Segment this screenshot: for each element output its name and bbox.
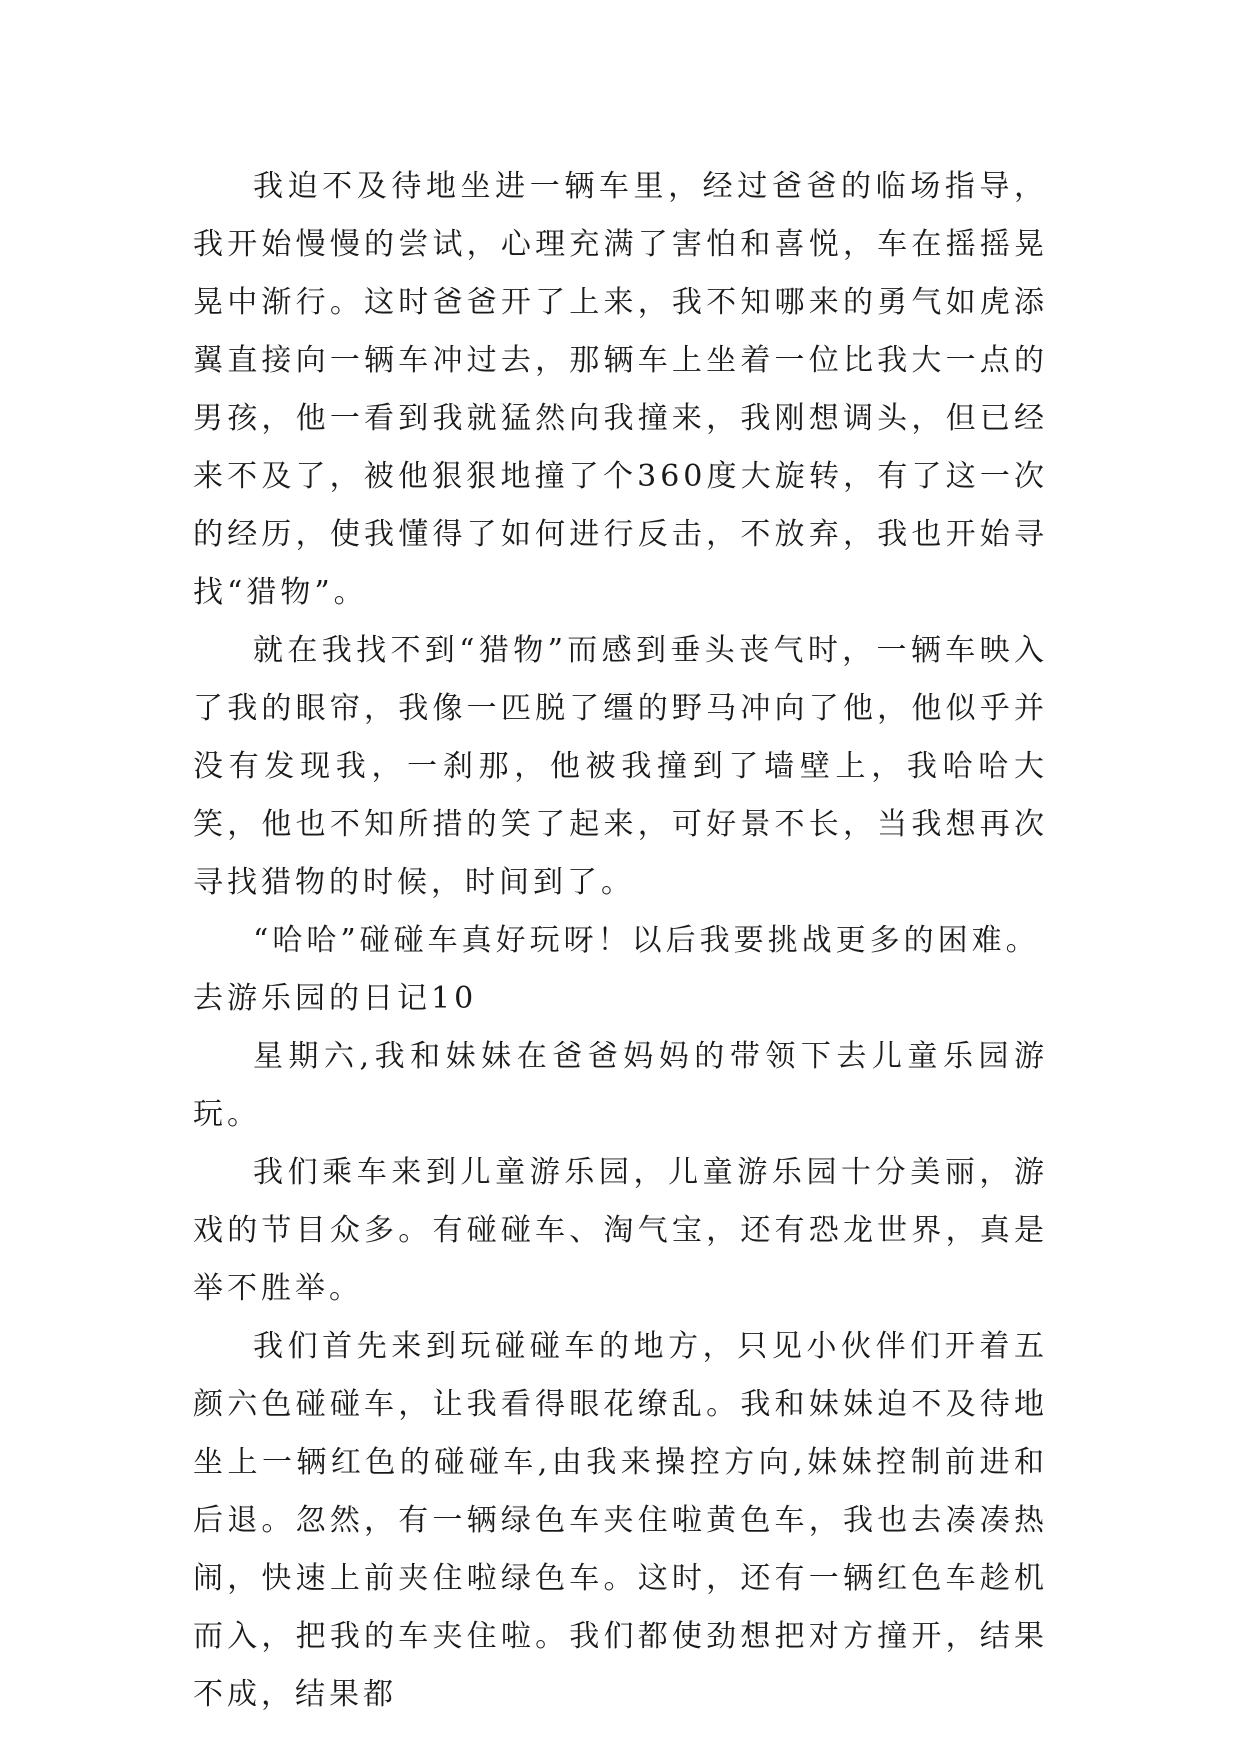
paragraph-haha: “哈哈”碰碰车真好玩呀！以后我要挑战更多的困难。 (253, 923, 1040, 958)
paragraph-arrive-park: 我们乘车来到儿童游乐园，儿童游乐园十分美丽，游戏的节目众多。有碰碰车、淘气宝，还有恐龙世界，真是举不胜举。 (193, 1155, 1048, 1306)
paragraph-saturday: 星期六,我和妹妹在爸爸妈妈的带领下去儿童乐园游玩。 (193, 1039, 1048, 1132)
document-body (193, 158, 1048, 1724)
paragraph-bumper-car-start: 我迫不及待地坐进一辆车里，经过爸爸的临场指导，我开始慢慢的尝试，心理充满了害怕和喜悦，车在摇摇晃晃中渐行。这时爸爸开了上来，我不知哪来的勇气如虎添翼直接向一辆车冲过去，那辆车上坐着一位比我大一点的男孩，他一看到我就猛然向我撞来，我刚想调头，但已经来不及了，被他狠狠地撞了个360度大旋转，有了这一次的经历，使我懂得了如何进行反击，不放弃，我也开始寻找“猎物”。 (193, 169, 1048, 610)
diary-heading: 去游乐园的日记10 (193, 981, 478, 1016)
paragraph-bumper-cars: 我们首先来到玩碰碰车的地方，只见小伙伴们开着五颜六色碰碰车，让我看得眼花缭乱。我和妹妹迫不及待地坐上一辆红色的碰碰车,由我来操控方向,妹妹控制前进和后退。忽然，有一辆绿色车夹住啦黄色车，我也去凑凑热闹，快速上前夹住啦绿色车。这时，还有一辆红色车趁机而入，把我的车夹住啦。我们都使劲想把对方撞开，结果不成，结果都 (193, 1329, 1048, 1712)
paragraph-finding-prey: 就在我找不到“猎物”而感到垂头丧气时，一辆车映入了我的眼帘，我像一匹脱了缰的野马冲向了他，他似乎并没有发现我，一刹那，他被我撞到了墙壁上，我哈哈大笑，他也不知所措的笑了起来，可好景不长，当我想再次寻找猎物的时候，时间到了。 (193, 633, 1048, 900)
